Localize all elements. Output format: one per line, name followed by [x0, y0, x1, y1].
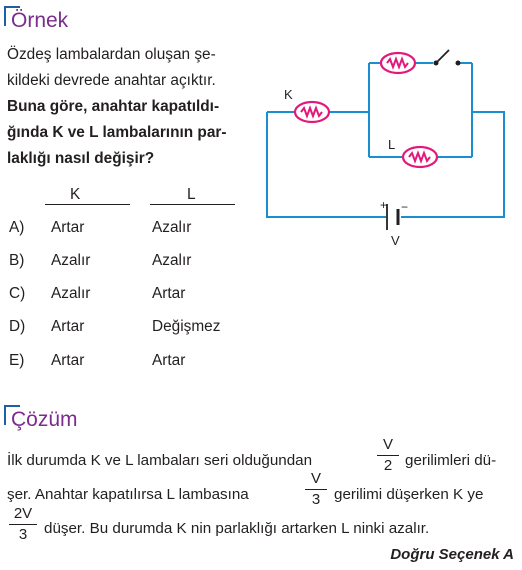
option-k-value: Azalır	[51, 252, 91, 269]
lamp-k-label: K	[284, 87, 293, 102]
solution-line2-text-end: gerilimi düşerken K ye	[334, 486, 484, 503]
lamp-l-icon	[403, 147, 437, 167]
switch-icon	[434, 50, 461, 66]
solution-line2-text: şer. Anahtar kapatılırsa L lambasına	[7, 486, 249, 503]
option-k-value: Azalır	[51, 285, 91, 302]
option-l-value: Değişmez	[152, 318, 221, 335]
option-l-value: Azalır	[152, 219, 192, 236]
question-line: Özdeş lambalardan oluşan şe-	[7, 46, 216, 63]
question-line: laklığı nasıl değişir?	[7, 150, 155, 167]
fraction-denominator: 3	[311, 491, 321, 508]
lamp-k-icon	[295, 102, 329, 122]
fraction-bar	[9, 524, 37, 525]
option-l-value: Artar	[152, 285, 186, 302]
option-k-value: Artar	[51, 318, 85, 335]
option-letter: E)	[9, 352, 25, 369]
question-line: ğında K ve L lambalarının par-	[7, 124, 227, 141]
battery-label: V	[391, 233, 400, 248]
fraction-numerator: V	[310, 470, 321, 487]
option-k-value: Artar	[51, 219, 85, 236]
option-letter: A)	[9, 219, 25, 236]
question-line: Buna göre, anahtar kapatıldı-	[7, 98, 220, 115]
solution-line1-text: İlk durumda K ve L lambaları seri olduğundan	[7, 452, 313, 469]
option-letter: D)	[9, 318, 26, 335]
column-header-k: K	[70, 186, 81, 203]
option-k-value: Artar	[51, 352, 85, 369]
option-l-value: Azalır	[152, 252, 192, 269]
option-letter: B)	[9, 252, 25, 269]
fraction-2v-over-3	[9, 505, 37, 544]
option-letter: C)	[9, 285, 26, 302]
fraction-v-over-2	[377, 436, 399, 475]
solution-title: Çözüm	[11, 408, 78, 431]
column-header-l: L	[187, 186, 196, 203]
fraction-numerator: 2V	[13, 505, 33, 522]
battery-icon	[387, 204, 398, 230]
option-l-value: Artar	[152, 352, 186, 369]
battery-plus-label: +	[380, 198, 388, 212]
question-line: kildeki devrede anahtar açıktır.	[7, 72, 216, 89]
fraction-v-over-3	[305, 470, 327, 509]
fraction-bar	[305, 489, 327, 490]
example-title: Örnek	[11, 9, 69, 32]
fraction-denominator: 3	[18, 526, 28, 543]
solution-line1-text-end: gerilimleri dü-	[405, 452, 497, 469]
lamp-top-icon	[381, 53, 415, 73]
solution-line3-text: düşer. Bu durumda K nin parlaklığı artarken L ninki azalır.	[44, 520, 430, 537]
lamp-l-label: L	[388, 137, 396, 152]
battery-minus-label: −	[401, 200, 409, 214]
correct-answer: Doğru Seçenek A	[390, 546, 514, 563]
fraction-numerator: V	[382, 436, 393, 453]
fraction-bar	[377, 455, 399, 456]
circuit-wires	[267, 63, 504, 217]
fraction-denominator: 2	[383, 457, 393, 474]
